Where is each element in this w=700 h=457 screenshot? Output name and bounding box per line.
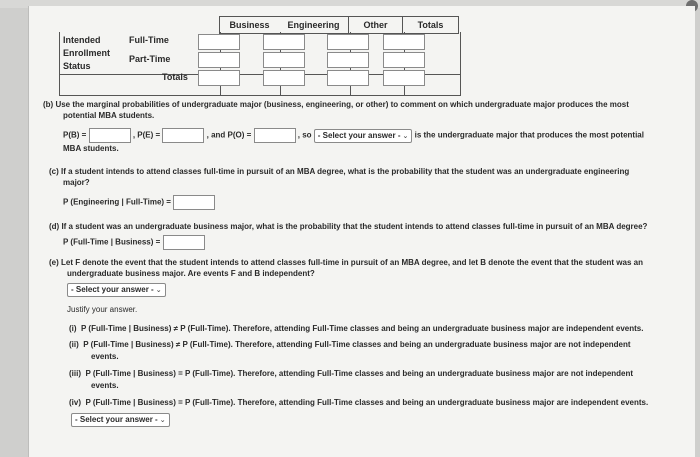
part-c-text-line2: major? [63,178,90,187]
cell-parttime-engineering-input[interactable] [263,52,305,68]
row-group-label-2: Enrollment [63,48,111,58]
chevron-down-icon: ⌄ [155,287,162,294]
pd-label: P (Full-Time | Business) = [63,237,161,247]
cell-totals-other-input[interactable] [327,70,369,86]
chevron-down-icon: ⌄ [159,417,166,424]
part-b-major-select[interactable] [314,129,413,143]
option-iii [69,368,633,380]
option-ii [69,339,631,351]
part-e-text-line2: undergraduate business major. Are events F and B independent? [67,269,315,278]
part-b-text-line1: (b) Use the marginal probabilities of undergraduate major (business, engineering, or other) to comment on which undergraduate major produces the most [43,100,629,109]
option-i [69,323,643,335]
option-text: P (Full-Time | Business) = P (Full-Time). Therefore, attending Full-Time classes and being an undergraduate business major are not independent [85,369,634,378]
cell-fulltime-engineering-input[interactable] [263,34,305,50]
cell-fulltime-other-input[interactable] [327,34,369,50]
pb-input[interactable] [89,128,131,143]
part-b-text-line2: potential MBA students. [63,111,155,120]
po-label: , and P(O) = [206,130,252,140]
col-header-other: Other [349,16,403,34]
option-number: (iv) [69,398,81,407]
col-header-business: Business [219,16,280,34]
row-group-label-1: Intended [63,35,101,45]
pc-label: P (Engineering | Full-Time) = [63,197,171,207]
cell-totals-engineering-input[interactable] [263,70,305,86]
option-number: (iii) [69,369,81,378]
part-d-answer-row [63,235,205,250]
so-label: , so [297,130,312,140]
part-b-answer-row [63,128,644,143]
select-label: - Select your answer - [75,415,158,424]
pc-input[interactable] [173,195,215,210]
option-number: (i) [69,324,77,333]
cell-totals-business-input[interactable] [198,70,240,86]
po-input[interactable] [254,128,296,143]
part-e-independence-select[interactable] [67,283,166,297]
option-iv [69,397,648,409]
col-header-engineering: Engineering [279,16,349,34]
pb-label: P(B) = [63,130,87,140]
part-c-answer-row [63,195,215,210]
cell-fulltime-totals-input[interactable] [383,34,425,50]
pd-input[interactable] [163,235,205,250]
cell-totals-totals-input[interactable] [383,70,425,86]
justify-label: Justify your answer. [67,305,138,314]
part-e-select1-wrap [67,283,166,297]
cell-parttime-totals-input[interactable] [383,52,425,68]
part-d-text-line1: (d) If a student was an undergraduate business major, what is the probability that the student intends to attend classes full-time in pursuit of an MBA degree? [49,222,648,231]
chevron-down-icon: ⌄ [402,132,409,140]
select-label: - Select your answer - [317,130,401,140]
cell-parttime-business-input[interactable] [198,52,240,68]
option-text: P (Full-Time | Business) = P (Full-Time). Therefore, attending Full-Time classes and being an undergraduate business major are independent events. [85,398,649,407]
row-label-full-time: Full-Time [129,35,169,45]
part-e-justification-select[interactable] [71,413,170,427]
select-label: - Select your answer - [71,285,154,294]
part-b-tail: is the undergraduate major that produces the most potential [414,130,644,140]
option-ii-continuation: events. [91,352,119,361]
part-e-text-line1: (e) Let F denote the event that the student intends to attend classes full-time in pursuit of an MBA degree, and let B denote the event that the student was an [49,258,643,267]
part-c-text-line1: (c) If a student intends to attend classes full-time in pursuit of an MBA degree, what is the probability that the student was an undergraduate engineering [49,167,630,176]
col-header-totals: Totals [403,16,459,34]
option-text: P (Full-Time | Business) ≠ P (Full-Time). Therefore, attending Full-Time classes and being an undergraduate business major are not independent [83,340,631,349]
row-group-label-3: Status [63,61,91,71]
row-label-totals: Totals [162,72,188,82]
cell-parttime-other-input[interactable] [327,52,369,68]
part-e-select2-wrap [71,413,170,427]
option-iii-continuation: events. [91,381,119,390]
question-page [28,6,695,457]
pe-label: , P(E) = [132,130,161,140]
option-text: P (Full-Time | Business) ≠ P (Full-Time). Therefore, attending Full-Time classes and being an undergraduate business major are independent events. [81,324,644,333]
row-label-part-time: Part-Time [129,54,171,64]
part-b-text-line4: MBA students. [63,144,119,153]
option-number: (ii) [69,340,79,349]
cell-fulltime-business-input[interactable] [198,34,240,50]
pe-input[interactable] [162,128,204,143]
